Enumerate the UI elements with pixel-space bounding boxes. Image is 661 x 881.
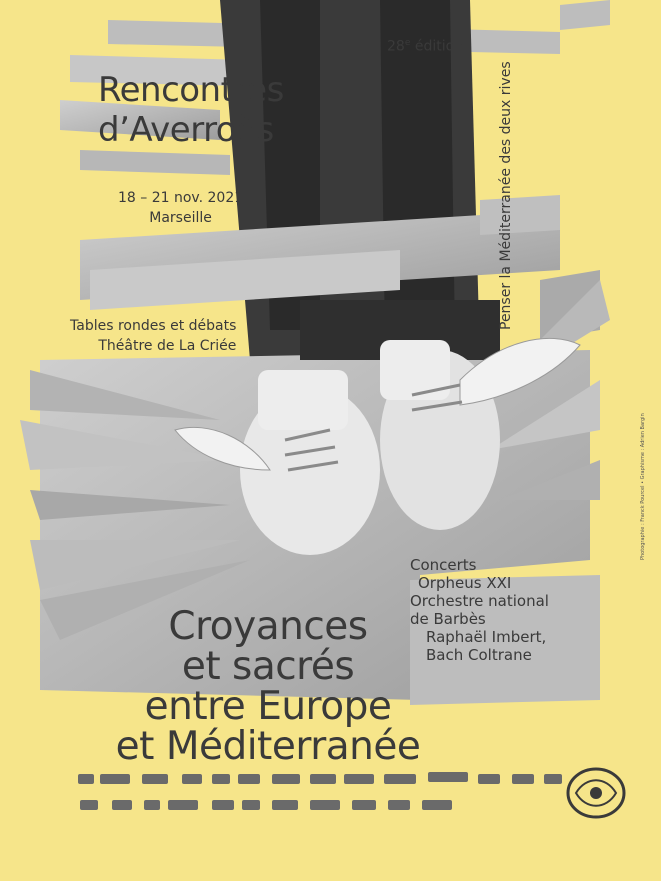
theme-line: et Méditerranée xyxy=(115,724,421,769)
sponsor-logo xyxy=(78,774,94,784)
sponsor-logo xyxy=(344,774,374,784)
theme-line: et sacrés xyxy=(181,644,355,689)
sponsor-logo xyxy=(388,800,410,810)
festival-emblem xyxy=(566,766,626,820)
concert-line: Raphaël Imbert, xyxy=(426,628,547,646)
sponsor-logo xyxy=(384,774,416,784)
vertical-tagline: Penser la Méditerranée des deux rives xyxy=(498,61,514,330)
tables-line-2: Théâtre de La Criée xyxy=(98,338,237,354)
sponsor-logos xyxy=(72,764,652,864)
dates-text: 18 – 21 nov. 2021 xyxy=(118,190,244,206)
sponsor-logo xyxy=(310,774,336,784)
festival-dates xyxy=(118,188,243,228)
sponsor-logo xyxy=(112,800,132,810)
theme-line: entre Europe xyxy=(144,684,392,729)
sponsor-logo xyxy=(352,800,376,810)
sponsor-logo xyxy=(182,774,202,784)
sponsor-logo xyxy=(422,800,452,810)
sponsor-logo xyxy=(272,800,298,810)
sponsor-logo xyxy=(212,774,230,784)
venue-block xyxy=(70,316,236,356)
sponsor-logo xyxy=(242,800,260,810)
title-line-1: Rencontres xyxy=(98,70,284,110)
city-text: Marseille xyxy=(149,210,212,226)
concerts-heading: Concerts xyxy=(410,556,477,574)
photo-credit: Photographie : Franck Pourcel • Graphisme : Adrien Bargin xyxy=(640,413,646,560)
main-theme-title xyxy=(58,604,478,769)
theme-line: Croyances xyxy=(168,604,368,649)
sponsor-logo xyxy=(100,774,130,784)
sponsor-logo xyxy=(238,774,260,784)
sponsor-logo xyxy=(272,774,300,784)
sponsor-logo xyxy=(544,774,562,784)
sponsor-logo xyxy=(512,774,534,784)
sponsor-logo xyxy=(168,800,198,810)
sponsor-logo xyxy=(478,774,500,784)
concert-line: Orchestre national xyxy=(410,592,549,610)
festival-title xyxy=(98,70,284,150)
edition-label: 28e édition xyxy=(387,38,464,55)
concert-line: de Barbès xyxy=(410,610,486,628)
tables-line-1: Tables rondes et débats xyxy=(70,318,237,334)
sponsor-logo xyxy=(142,774,168,784)
sponsor-logo xyxy=(428,772,468,782)
concert-line: Bach Coltrane xyxy=(426,646,532,664)
sponsor-logo xyxy=(310,800,340,810)
concert-line: Orpheus XXI xyxy=(418,574,512,592)
sponsor-logo xyxy=(80,800,98,810)
title-line-2: d’Averroès xyxy=(98,110,274,150)
sponsor-logo xyxy=(212,800,234,810)
sponsor-logo xyxy=(144,800,160,810)
